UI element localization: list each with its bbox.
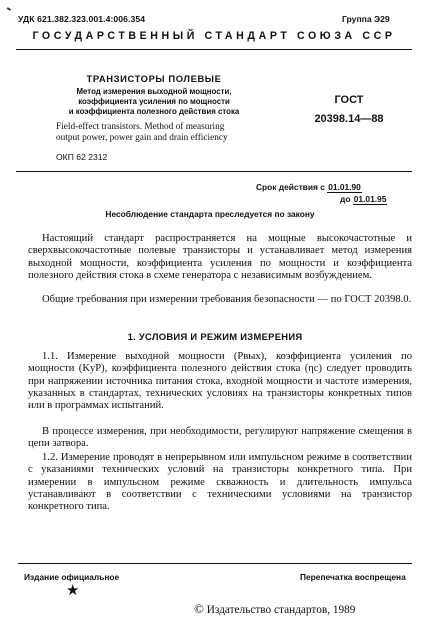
state-standard-banner: ГОСУДАРСТВЕННЫЙ СТАНДАРТ СОЮЗА ССР [32,30,396,42]
copyright-line [194,601,355,617]
intro-paragraph [28,233,412,282]
scan-speck [7,7,11,10]
english-title-line: Field-effect transistors. Method of measuring [56,122,225,132]
star-icon: ★ [66,583,80,599]
udk-code: УДК 621.382.323.001.4:006.354 [18,14,146,24]
validity-start-label: Срок действия с [256,182,325,192]
safety-text: Общие требования при измерении требования безопасности — по ГОСТ 20398.0. [42,294,412,305]
english-title-line: output power, power gain and drain efficiency [56,133,228,143]
clause-bias-text: В процессе измерения, при необходимости, регулируют напряжение смещения в цепи затвора. [28,426,412,450]
gost-label: ГОСТ [334,94,364,106]
footer-rule [18,563,412,564]
document-subtitle [46,87,262,117]
validity-end-date: 01.01.95 [353,194,387,204]
subtitle-line: Метод измерения выходной мощности, [76,87,232,96]
compliance-notice: Несоблюдение стандарта преследуется по закону [105,209,315,219]
clause-1-2 [28,452,412,513]
validity-start-date: 01.01.90 [328,182,361,192]
clause-1-1 [28,351,412,412]
reprint-prohibited: Перепечатка воспрещена [300,572,406,582]
title-block-rule [16,171,412,172]
intro-safety-paragraph [28,294,412,306]
gost-number: 20398.14—88 [314,113,384,125]
clause-1-1-text: 1.1. Измерение выходной мощности (Pвых), коэффициента усиления по мощности (KуР), коэффициента полезного действия стока (ηс) следует проводить при напряжении источника питания стока, входной мощности и частоте измерения, указанных в стандартах, технических условиях на транзисторы конкретных типов или в программах испытаний. [28,351,412,412]
intro-text: Настоящий стандарт распространяется на мощные высокочастотные и сверхвысокочастотные полевые транзисторы и устанавливает метод измерения выходной мощности, коэффициента усиления по мощности и коэффициента полезного действия стока в схеме генератора с независимым возбуждением. [28,233,412,281]
document-title: ТРАНЗИСТОРЫ ПОЛЕВЫЕ [86,73,222,84]
subtitle-line: коэффициента усиления по мощности [78,97,230,106]
clause-1-1-bias [28,426,412,451]
clause-1-2-text: 1.2. Измерение проводят в непрерывном или импульсном режиме в соответствии с указаниями технических условий на транзисторы конкретного типа. При измерении в импульсном режиме скважность и длительность импульса устанавливают в соответствии с техническими условиями на транзистор конкретного типа. [28,452,412,513]
validity-end-label: до [340,194,351,204]
section-heading: 1. УСЛОВИЯ И РЕЖИМ ИЗМЕРЕНИЯ [127,331,303,342]
validity-start [256,182,362,192]
okp-code: ОКП 62 2312 [56,152,108,162]
official-edition: Издание официальное [24,572,120,582]
validity-end [340,194,387,204]
copyright-icon: © [194,601,204,616]
english-title [56,122,296,144]
header-rule [16,49,412,50]
copyright-text: Издательство стандартов, 1989 [206,604,356,616]
group-code: Группа Э29 [342,14,390,24]
subtitle-line: и коэффициента полезного действия стока [68,107,240,116]
